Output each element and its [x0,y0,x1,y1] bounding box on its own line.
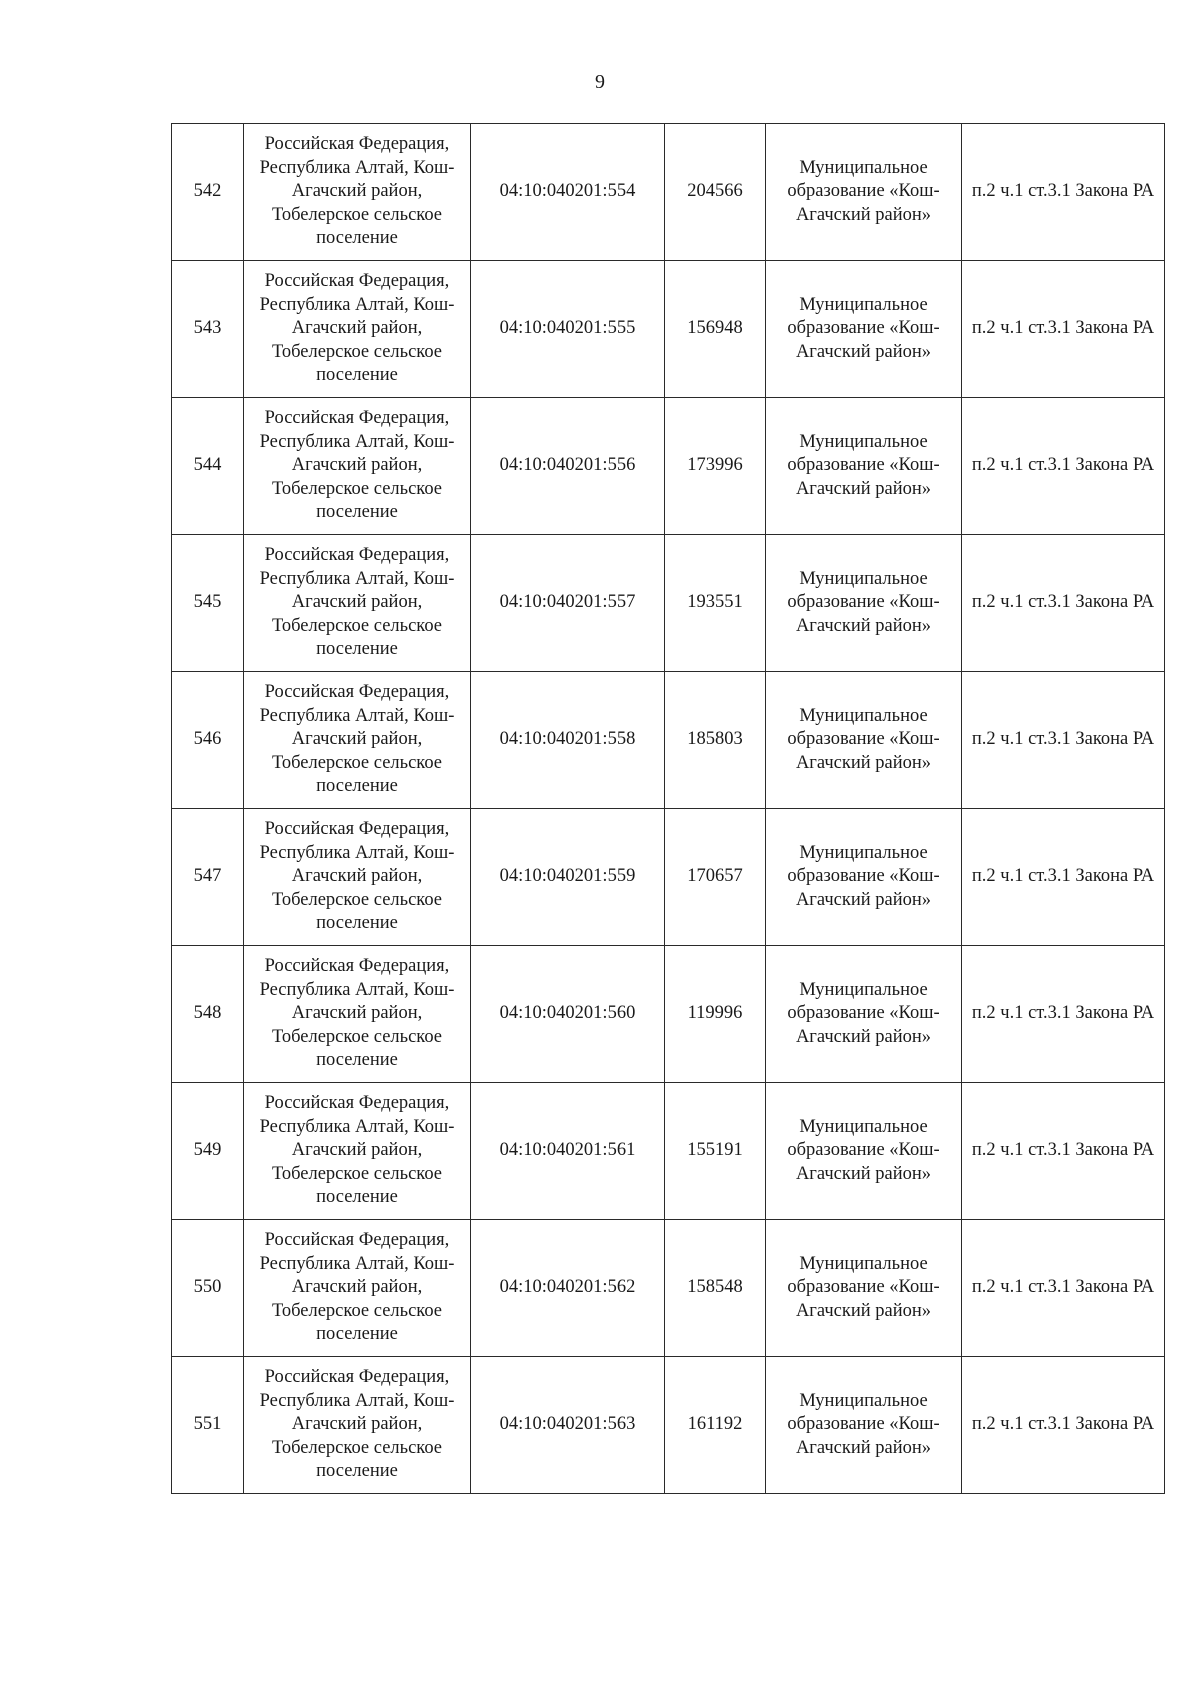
owner-cell: Муниципальное образование «Кош-Агачский район» [766,1083,962,1220]
page-number: 9 [595,71,605,93]
owner-cell: Муниципальное образование «Кош-Агачский район» [766,1220,962,1357]
row-number-cell: 547 [172,809,244,946]
cadastral-number-cell: 04:10:040201:561 [471,1083,665,1220]
table-row [172,1220,1165,1357]
table-row [172,672,1165,809]
owner-cell: Муниципальное образование «Кош-Агачский район» [766,809,962,946]
table-row [172,809,1165,946]
land-registry-table [171,123,1165,1494]
area-cell: 185803 [665,672,766,809]
row-number-cell: 545 [172,535,244,672]
legal-basis-cell: п.2 ч.1 ст.3.1 Закона РА [962,261,1165,398]
row-number-cell: 548 [172,946,244,1083]
owner-cell: Муниципальное образование «Кош-Агачский район» [766,1357,962,1494]
table-body [172,124,1165,1494]
table-row [172,398,1165,535]
owner-cell: Муниципальное образование «Кош-Агачский район» [766,261,962,398]
legal-basis-cell: п.2 ч.1 ст.3.1 Закона РА [962,1357,1165,1494]
address-cell: Российская Федерация, Республика Алтай, Кош-Агачский район, Тобелерское сельское поселение [244,1357,471,1494]
legal-basis-cell: п.2 ч.1 ст.3.1 Закона РА [962,946,1165,1083]
address-cell: Российская Федерация, Республика Алтай, Кош-Агачский район, Тобелерское сельское поселение [244,535,471,672]
cadastral-number-cell: 04:10:040201:560 [471,946,665,1083]
row-number-cell: 546 [172,672,244,809]
area-cell: 173996 [665,398,766,535]
owner-cell: Муниципальное образование «Кош-Агачский район» [766,398,962,535]
address-cell: Российская Федерация, Республика Алтай, Кош-Агачский район, Тобелерское сельское поселение [244,124,471,261]
area-cell: 193551 [665,535,766,672]
address-cell: Российская Федерация, Республика Алтай, Кош-Агачский район, Тобелерское сельское поселение [244,398,471,535]
cadastral-number-cell: 04:10:040201:562 [471,1220,665,1357]
area-cell: 204566 [665,124,766,261]
row-number-cell: 551 [172,1357,244,1494]
row-number-cell: 550 [172,1220,244,1357]
cadastral-number-cell: 04:10:040201:559 [471,809,665,946]
area-cell: 170657 [665,809,766,946]
legal-basis-cell: п.2 ч.1 ст.3.1 Закона РА [962,535,1165,672]
row-number-cell: 544 [172,398,244,535]
table-row [172,535,1165,672]
address-cell: Российская Федерация, Республика Алтай, Кош-Агачский район, Тобелерское сельское поселение [244,1220,471,1357]
legal-basis-cell: п.2 ч.1 ст.3.1 Закона РА [962,809,1165,946]
table-row [172,124,1165,261]
cadastral-number-cell: 04:10:040201:556 [471,398,665,535]
table-row [172,1083,1165,1220]
legal-basis-cell: п.2 ч.1 ст.3.1 Закона РА [962,124,1165,261]
table-row [172,1357,1165,1494]
cadastral-number-cell: 04:10:040201:558 [471,672,665,809]
address-cell: Российская Федерация, Республика Алтай, Кош-Агачский район, Тобелерское сельское поселение [244,672,471,809]
row-number-cell: 549 [172,1083,244,1220]
owner-cell: Муниципальное образование «Кош-Агачский район» [766,672,962,809]
table-row [172,261,1165,398]
address-cell: Российская Федерация, Республика Алтай, Кош-Агачский район, Тобелерское сельское поселение [244,809,471,946]
table-row [172,946,1165,1083]
legal-basis-cell: п.2 ч.1 ст.3.1 Закона РА [962,1220,1165,1357]
owner-cell: Муниципальное образование «Кош-Агачский район» [766,946,962,1083]
cadastral-number-cell: 04:10:040201:563 [471,1357,665,1494]
legal-basis-cell: п.2 ч.1 ст.3.1 Закона РА [962,398,1165,535]
row-number-cell: 543 [172,261,244,398]
area-cell: 161192 [665,1357,766,1494]
cadastral-number-cell: 04:10:040201:557 [471,535,665,672]
area-cell: 158548 [665,1220,766,1357]
address-cell: Российская Федерация, Республика Алтай, Кош-Агачский район, Тобелерское сельское поселение [244,261,471,398]
row-number-cell: 542 [172,124,244,261]
owner-cell: Муниципальное образование «Кош-Агачский район» [766,124,962,261]
cadastral-number-cell: 04:10:040201:555 [471,261,665,398]
area-cell: 156948 [665,261,766,398]
area-cell: 119996 [665,946,766,1083]
address-cell: Российская Федерация, Республика Алтай, Кош-Агачский район, Тобелерское сельское поселение [244,946,471,1083]
legal-basis-cell: п.2 ч.1 ст.3.1 Закона РА [962,1083,1165,1220]
cadastral-number-cell: 04:10:040201:554 [471,124,665,261]
area-cell: 155191 [665,1083,766,1220]
legal-basis-cell: п.2 ч.1 ст.3.1 Закона РА [962,672,1165,809]
address-cell: Российская Федерация, Республика Алтай, Кош-Агачский район, Тобелерское сельское поселение [244,1083,471,1220]
owner-cell: Муниципальное образование «Кош-Агачский район» [766,535,962,672]
